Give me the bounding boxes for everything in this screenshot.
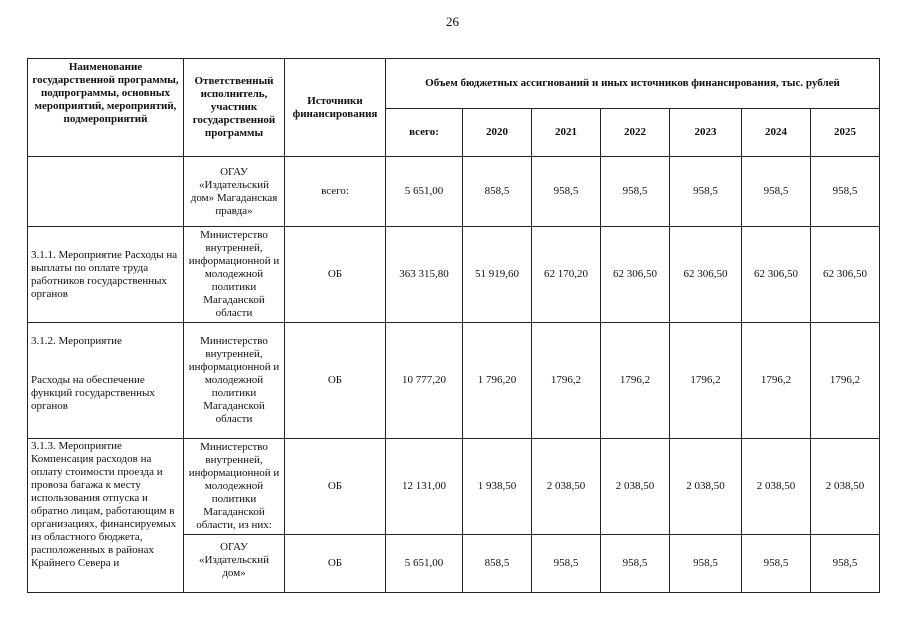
row-value-2025: 62 306,50: [811, 227, 880, 323]
row-value-2023: 958,5: [670, 535, 742, 593]
row-value-2022: 62 306,50: [601, 227, 670, 323]
row-source: всего:: [285, 157, 386, 227]
page-number: 26: [446, 14, 459, 29]
row-value-2023: 62 306,50: [670, 227, 742, 323]
row-value-2020: 51 919,60: [463, 227, 532, 323]
row-value-2024: 1796,2: [742, 323, 811, 439]
row-name: 3.1.1. Мероприятие Расходы на выплаты по оплате труда работников государственных органов: [28, 227, 184, 323]
row-value-2021: 62 170,20: [532, 227, 601, 323]
row-value-2021: 2 038,50: [532, 439, 601, 535]
header-source: Источники финансирования: [285, 59, 386, 157]
row-name: [28, 323, 184, 439]
header-year-2020: 2020: [463, 109, 532, 157]
header-year-2021: 2021: [532, 109, 601, 157]
row-source: ОБ: [285, 323, 386, 439]
header-row-1: [28, 59, 880, 109]
header-year-2025: 2025: [811, 109, 880, 157]
row-value-2021: 958,5: [532, 535, 601, 593]
row-name: 3.1.3. Мероприятие Компенсация расходов на оплату стоимости проезда и провоза багажа к месту использования отпуска и обратно лицам, работающим в организациях, финансируемых из областного бюджета, расположенных в районах Крайнего Севера и: [28, 439, 184, 593]
row-value-total: 363 315,80: [386, 227, 463, 323]
row-executor: Министерство внутренней, информационной и молодежной политики Магаданской области: [184, 227, 285, 323]
row-value-2024: 958,5: [742, 157, 811, 227]
row-value-2025: 1796,2: [811, 323, 880, 439]
row-source: ОБ: [285, 227, 386, 323]
row-value-2022: 1796,2: [601, 323, 670, 439]
header-year-total: всего:: [386, 109, 463, 157]
row-value-2024: 62 306,50: [742, 227, 811, 323]
row-executor: Министерство внутренней, информационной и молодежной политики Магаданской области: [184, 323, 285, 439]
header-executor: Ответственный исполнитель, участник государственной программы: [184, 59, 285, 157]
row-name-desc: Расходы на обеспечение функций государственных органов: [31, 374, 155, 412]
row-name-title: 3.1.2. Мероприятие: [31, 335, 122, 347]
row-value-2024: 958,5: [742, 535, 811, 593]
header-funding-group: Объем бюджетных ассигнований и иных источников финансирования, тыс. рублей: [386, 59, 880, 109]
row-value-2020: 1 796,20: [463, 323, 532, 439]
row-value-2023: 1796,2: [670, 323, 742, 439]
row-value-2020: 1 938,50: [463, 439, 532, 535]
budget-table: [27, 58, 880, 593]
header-year-2024: 2024: [742, 109, 811, 157]
row-value-total: 10 777,20: [386, 323, 463, 439]
header-year-2023: 2023: [670, 109, 742, 157]
row-executor: ОГАУ «Издательский дом» Магаданская правда»: [184, 157, 285, 227]
row-value-total: 5 651,00: [386, 535, 463, 593]
row-value-total: 12 131,00: [386, 439, 463, 535]
header-name: Наименование государственной программы, подпрограммы, основных мероприятий, мероприятий, подмероприятий: [28, 59, 184, 157]
row-value-2022: 958,5: [601, 157, 670, 227]
table-row: [28, 439, 880, 535]
row-value-2022: 958,5: [601, 535, 670, 593]
row-source: ОБ: [285, 535, 386, 593]
row-value-2025: 958,5: [811, 157, 880, 227]
row-value-2025: 958,5: [811, 535, 880, 593]
row-value-2023: 958,5: [670, 157, 742, 227]
table-row: [28, 227, 880, 323]
row-value-2021: 1796,2: [532, 323, 601, 439]
row-executor: Министерство внутренней, информационной и молодежной политики Магаданской области, из них:: [184, 439, 285, 535]
row-value-2023: 2 038,50: [670, 439, 742, 535]
row-source: ОБ: [285, 439, 386, 535]
row-value-2020: 858,5: [463, 535, 532, 593]
table-row: [28, 323, 880, 439]
row-value-2021: 958,5: [532, 157, 601, 227]
row-value-2025: 2 038,50: [811, 439, 880, 535]
row-value-total: 5 651,00: [386, 157, 463, 227]
row-value-2020: 858,5: [463, 157, 532, 227]
row-value-2024: 2 038,50: [742, 439, 811, 535]
row-executor: ОГАУ «Издательский дом»: [184, 535, 285, 593]
row-value-2022: 2 038,50: [601, 439, 670, 535]
header-year-2022: 2022: [601, 109, 670, 157]
row-name: [28, 157, 184, 227]
table-row: [28, 157, 880, 227]
